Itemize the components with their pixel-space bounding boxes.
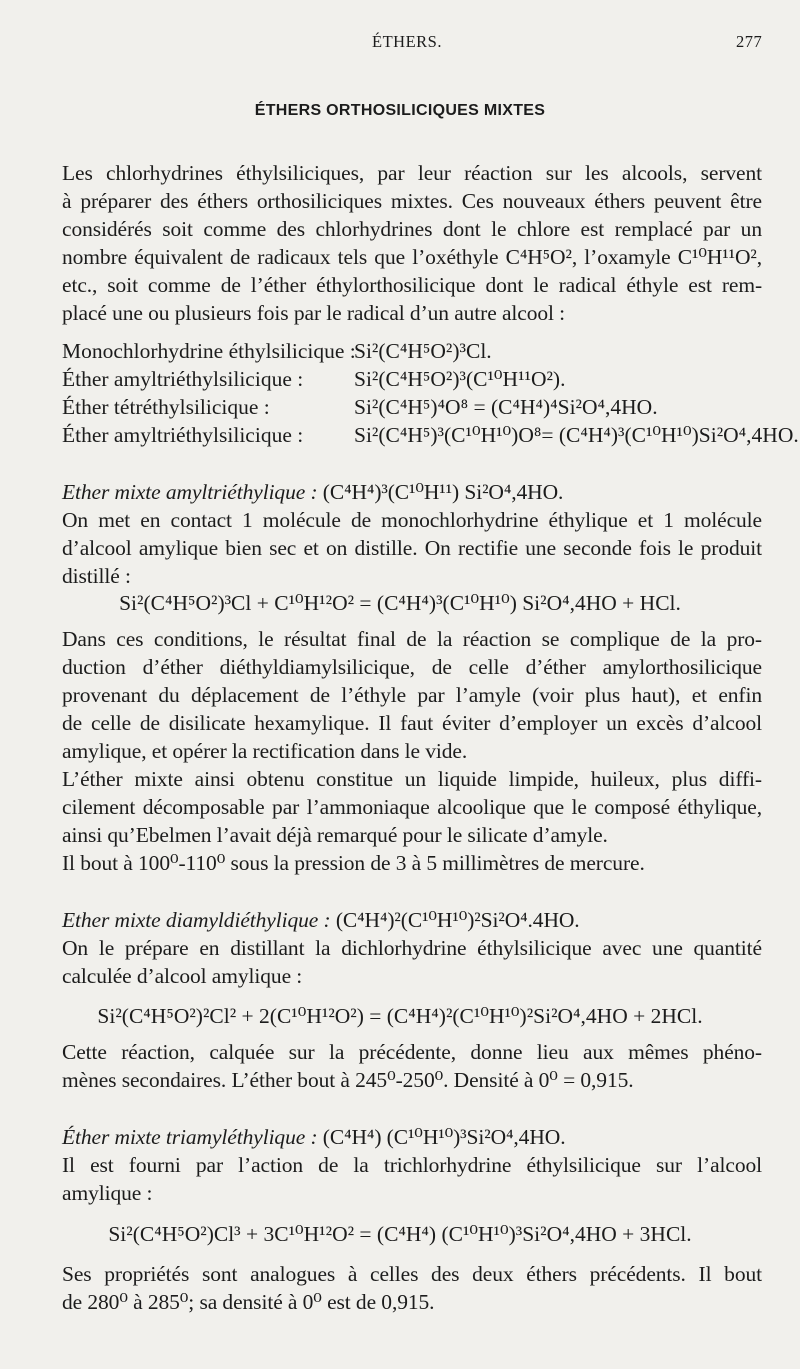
text-line: à préparer des éthers orthosiliciques mixtes. Ces nouveaux éthers peuvent être [62,189,762,213]
text-line: On met en contact 1 molécule de monochlorhydrine éthylique et 1 molécule [62,508,762,532]
compound-row [62,395,658,420]
text-line: calculée d’alcool amylique : [62,964,303,988]
section-heading: Ether mixte amyltriéthylique : (C⁴H⁴)³(C¹⁰H¹¹) Si²O⁴,4HO. [62,480,564,504]
compound-formula: Si²(C⁴H⁵)⁴O⁸ = (C⁴H⁴)⁴Si²O⁴,4HO. [354,395,658,419]
text-line: distillé : [62,564,131,588]
text-line: etc., soit comme de l’éther éthylorthosilicique dont le radical éthyle est rem- [62,273,762,297]
text-line: L’éther mixte ainsi obtenu constitue un liquide limpide, huileux, plus diffi- [62,767,762,791]
text-line: de 280⁰ à 285⁰; sa densité à 0⁰ est de 0,915. [62,1290,435,1314]
text-line: amylique : [62,1181,153,1205]
text-line: Cette réaction, calquée sur la précédente, donne lieu aux mêmes phéno- [62,1040,762,1064]
section-heading: Éther mixte triamyléthylique : (C⁴H⁴) (C¹⁰H¹⁰)³Si²O⁴,4HO. [62,1125,566,1149]
compound-name: Éther tétréthylsilicique : [62,395,270,419]
compound-formula: Si²(C⁴H⁵O²)³(C¹⁰H¹¹O²). [354,367,566,391]
text-line: ainsi qu’Ebelmen l’avait déjà remarqué pour le silicate d’amyle. [62,823,608,847]
compound-name: Éther amyltriéthylsilicique : [62,423,304,447]
text-line: amylique, et opérer la rectification dans le vide. [62,739,468,763]
compound-name: Éther amyltriéthylsilicique : [62,367,304,391]
compound-row [62,423,799,448]
text-line: de celle de disilicate hexamylique. Il faut éviter d’employer un excès d’alcool [62,711,762,735]
compound-row [62,367,565,392]
text-line: mènes secondaires. L’éther bout à 245⁰-250⁰. Densité à 0⁰ = 0,915. [62,1068,634,1092]
text-line: duction d’éther diéthyldiamylsilicique, de celle d’éther amylorthosilicique [62,655,762,679]
running-title: ÉTHERS. [372,32,442,51]
text-line: Dans ces conditions, le résultat final de la réaction se complique de la pro- [62,627,762,651]
text-line: cilement décomposable par l’ammoniaque alcoolique que le composé éthylique, [62,795,762,819]
equation: Si²(C⁴H⁵O²)Cl³ + 3C¹⁰H¹²O² = (C⁴H⁴) (C¹⁰H¹⁰)³Si²O⁴,4HO + 3HCl. [108,1222,692,1246]
text-line: considérés soit comme des chlorhydrines dont le chlore est remplacé par un [62,217,762,241]
text-line: Il bout à 100⁰-110⁰ sous la pression de 3 à 5 millimètres de mercure. [62,851,645,875]
compound-formula: Si²(C⁴H⁵)³(C¹⁰H¹⁰)O⁸= (C⁴H⁴)³(C¹⁰H¹⁰)Si²O⁴,4HO. [354,423,799,447]
compound-name: Monochlorhydrine éthylsilicique : [62,339,356,363]
compound-formula: Si²(C⁴H⁵O²)³Cl. [354,339,492,363]
equation: Si²(C⁴H⁵O²)³Cl + C¹⁰H¹²O² = (C⁴H⁴)³(C¹⁰H¹⁰) Si²O⁴,4HO + HCl. [119,591,681,615]
text-line: provenant du déplacement de l’éthyle par l’amyle (voir plus haut), et enfin [62,683,762,707]
text-line: d’alcool amylique bien sec et on distille. On rectifie une seconde fois le produit [62,536,762,560]
compound-row [62,339,492,364]
text-line: On le prépare en distillant la dichlorhydrine éthylsilicique avec une quantité [62,936,762,960]
text-line: Ses propriétés sont analogues à celles des deux éthers précédents. Il bout [62,1262,762,1286]
equation: Si²(C⁴H⁵O²)²Cl² + 2(C¹⁰H¹²O²) = (C⁴H⁴)²(C¹⁰H¹⁰)²Si²O⁴,4HO + 2HCl. [97,1004,703,1028]
text-line: Il est fourni par l’action de la trichlorhydrine éthylsilicique sur l’alcool [62,1153,762,1177]
text-line: placé une ou plusieurs fois par le radical d’un autre alcool : [62,301,566,325]
text-line: nombre équivalent de radicaux tels que l’oxéthyle C⁴H⁵O², l’oxamyle C¹⁰H¹¹O², [62,245,762,269]
text-line: Les chlorhydrines éthylsiliciques, par leur réaction sur les alcools, servent [62,161,762,185]
page-number: 277 [736,32,763,51]
section-heading: Ether mixte diamyldiéthylique : (C⁴H⁴)²(C¹⁰H¹⁰)²Si²O⁴.4HO. [62,908,580,932]
section-title: ÉTHERS ORTHOSILICIQUES MIXTES [254,102,546,119]
